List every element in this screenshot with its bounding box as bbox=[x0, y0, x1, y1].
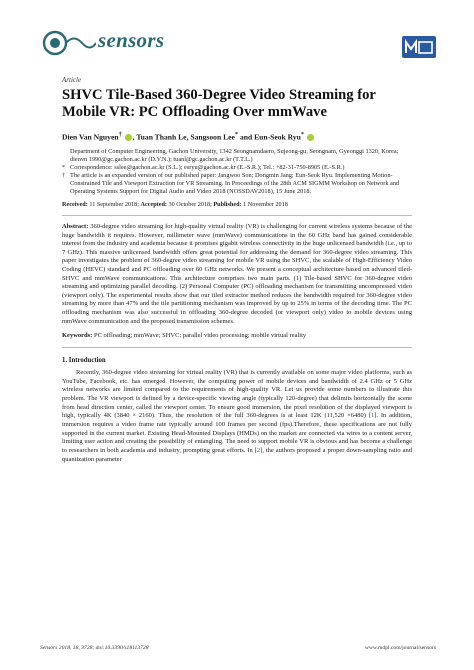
author-name[interactable]: Sangsoon Lee bbox=[190, 132, 235, 142]
affiliation-text: Department of Computer Engineering, Gachon University, 1342 Seongnamdaero, Sujeong-gu, Seongnam, Gyeonggi 1320, Korea; dienvn 1990@gc.gachon.ac.kr (D.V.N.); tuanl@gc.gachon.ac.kr (T.T.L.) bbox=[70, 147, 399, 163]
received-label: Received: bbox=[62, 201, 88, 209]
abstract bbox=[62, 223, 412, 326]
author-name[interactable]: Eun-Seok Ryu bbox=[254, 132, 301, 142]
published-label: Published: bbox=[213, 201, 242, 209]
intro-text: ], the authors proposed a proper down-sampling ratio and quantization parameter bbox=[62, 447, 413, 463]
published-date: 1 November 2018 bbox=[243, 201, 288, 209]
footer-url[interactable]: www.mdpi.com/journal/sensors bbox=[364, 645, 436, 651]
divider bbox=[62, 347, 412, 348]
author-separator: , bbox=[186, 132, 191, 142]
divider bbox=[62, 215, 412, 216]
intro-text: Recently, 360-degree video streaming for virtual reality (VR) that is currently available on some major video platforms, such as YouTube, Facebook, etc. has emerged. However, the computing power of mobile devices and bandwidth of 2.4 GHz or 5 GHz wireless networks are limited compared to the requirements of high-quality VR. Let us provide some numbers to illustrate this problem. The VR viewport is defined by a device-specific viewing angle (typically 120-degree) that delimits horizontally the scene from head direction center, called the viewport center. To ensure good immersion, the pixel resolution of the displayed viewport is high, typically 4K (3840 × 2160). Thus, the resolution of the full 360-degrees is at least 12K (11,520 ×6480) [ bbox=[62, 368, 412, 420]
abstract-text: 360-degree video streaming for high-quality virtual reality (VR) is challenging for current wireless systems because of the huge bandwidth it requires. However, millimeter wave (mmWave) communications in the 60 GHz band has gained considerable interest from the industry and academia because it promises gigabit wireless connectivity in the huge unlicensed bandwidth (i.e., up to 7 GHz). This massive unlicensed bandwidth offers great potential for addressing the demand for 360-degree video streaming. This paper investigates the problem of 360-degree video streaming for mobile VR using the SHVC, the scalable of High-Efficiency Video Coding (HEVC) standard and PC offloading over 60 GHz networks. We present a conceptual architecture based on advanced tiled-SHVC and mmWave communications. This architecture comprises two main parts. (1) Tile-based SHVC for 360-degree video streaming and optimizing parallel decoding. (2) Personal Computer (PC) offloading mechanism for transmitting uncompressed video (viewport only). The experimental results show that our tiled extractor method reduces the bandwidth required for 360-degree video streaming by more than 47% and the tile partitioning mechanism was improved by up to 25% in terms of the decoding time. The PC offloading mechanism was also successful in offloading 360-degree decoded (or viewport only) video to mobile devices using mmWave communication and the proposed transmission schemes. bbox=[62, 223, 412, 325]
author-name[interactable]: Dien Van Nguyen bbox=[62, 132, 119, 142]
mdpi-logo-icon bbox=[402, 36, 436, 58]
orcid-icon[interactable] bbox=[125, 134, 132, 141]
author-note-row bbox=[62, 172, 412, 196]
correspondence-text: Correspondence: sslee@gachon.ac.kr (S.L.); esryu@gachon.ac.kr (E.-S.R.); Tel.: +82-31-750-8905 (E.-S.R.) bbox=[70, 163, 345, 171]
article-type: Article bbox=[62, 76, 82, 84]
article-title: SHVC Tile-Based 360-Degree Video Streaming for Mobile VR: PC Offloading Over mmWave bbox=[62, 87, 376, 120]
affiliation-mark bbox=[62, 148, 70, 164]
received-date: 11 September 2018 bbox=[89, 201, 138, 209]
affiliations bbox=[62, 148, 412, 197]
orcid-icon[interactable] bbox=[307, 134, 314, 141]
footer-citation: Sensors 2018, 18, 3728; doi:10.3390/s18113728 bbox=[40, 645, 149, 651]
author-note-text: The article is an expanded version of our published paper: Jangwoo Son; Dongmin Jang; Eun-Seok Ryu. Implementing Motion-Constrained Tile and Viewport Extraction for VR Streaming. In Proceedings of the 28th ACM SIGMM Workshop on Network and Operating Systems Support for Digital Audio and Video 2018 (NOSSDAV2018), 15 June 2018. bbox=[70, 171, 400, 195]
note-mark: † bbox=[62, 172, 65, 179]
abstract-label: Abstract: bbox=[62, 223, 89, 231]
affiliation-row bbox=[62, 148, 412, 164]
journal-header bbox=[40, 22, 436, 62]
accepted-label: Accepted: bbox=[140, 201, 167, 209]
correspondence-mark: * bbox=[62, 164, 65, 171]
intro-text: ]. In addition, immersion requires a video frame rate typically around 100 frames per second (fps).Therefore, these specifications are not fully supported in the current market. Existing Head-Mounted Displays (HMDs) on the market are connected via wires to a content server, limiting user action and creating the possibility of entangling. The need to support mobile VR is obvious and has become a challenge to researchers in both academia and industry, prompting great efforts. In [ bbox=[62, 412, 412, 455]
intro-paragraph bbox=[62, 369, 412, 465]
citation-link[interactable]: 2 bbox=[256, 447, 261, 455]
author-separator: , bbox=[132, 132, 137, 142]
author-list bbox=[62, 130, 412, 143]
author-separator: and bbox=[238, 132, 255, 142]
keywords bbox=[62, 332, 412, 341]
citation-link[interactable]: 1 bbox=[370, 412, 375, 420]
keywords-text: PC offloading; mmWave; SHVC; parallel video processing; mobile virtual reality bbox=[93, 332, 307, 340]
sensors-journal-logo-icon bbox=[40, 28, 96, 58]
author-name[interactable]: Tuan Thanh Le bbox=[136, 132, 187, 142]
author-note-mark: * bbox=[300, 131, 305, 138]
accepted-date: 30 October 2018 bbox=[168, 201, 211, 209]
section-heading: 1. Introduction bbox=[62, 356, 106, 364]
correspondence-row bbox=[62, 164, 412, 172]
author-note-mark: * bbox=[234, 131, 239, 138]
publication-dates: Received: 11 September 2018; Accepted: 30 October 2018; Published: 1 November 2018 bbox=[62, 201, 288, 209]
article-body bbox=[62, 76, 412, 465]
author-note-mark: † bbox=[118, 131, 122, 138]
journal-name: sensors bbox=[98, 28, 165, 52]
keywords-label: Keywords: bbox=[62, 332, 93, 340]
